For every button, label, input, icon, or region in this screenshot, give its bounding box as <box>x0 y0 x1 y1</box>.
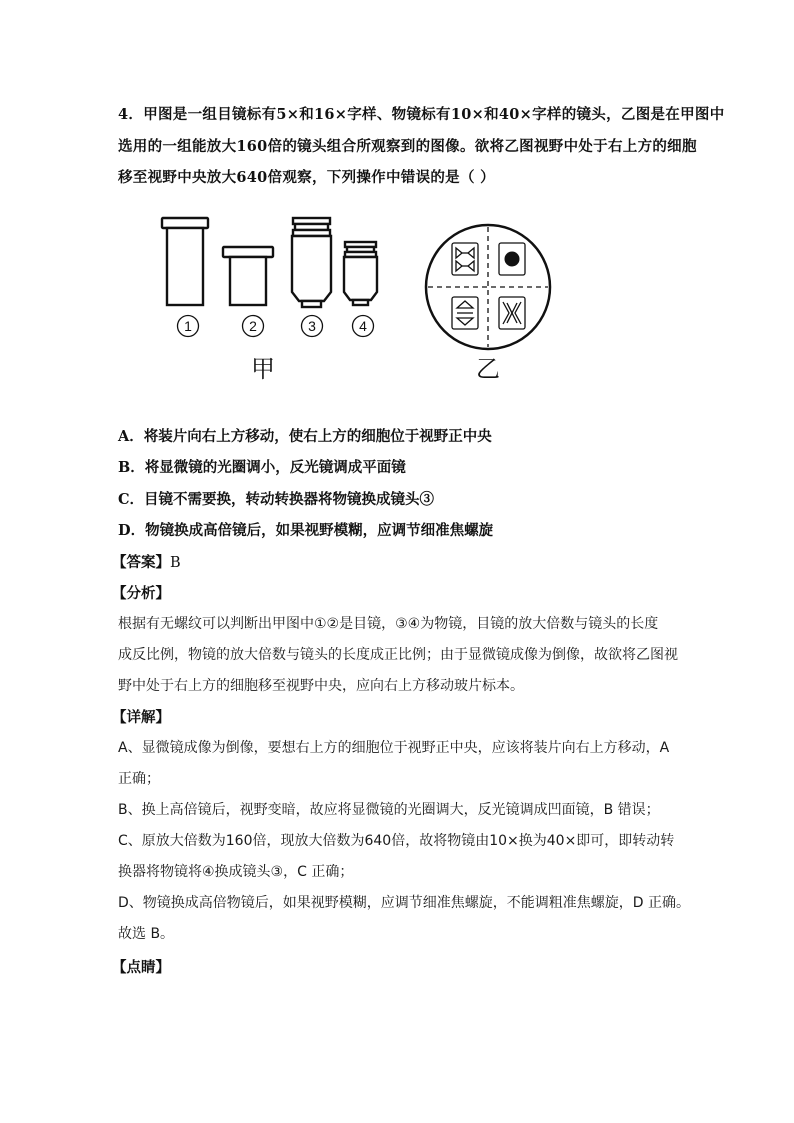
lens-1-eyepiece <box>162 218 208 305</box>
comment-label: 【点睛】 <box>112 959 170 976</box>
lens-label-4 <box>353 316 374 337</box>
detail-line: C、原放大倍数为160倍，现放大倍数为640倍，故将物镜由10×换为40×即可，即转动转 <box>118 833 675 849</box>
detail-line: 正确； <box>118 771 160 787</box>
lens-label-2 <box>243 316 264 337</box>
analysis-line: 根据有无螺纹可以判断出甲图中①②是目镜，③④为物镜，目镜的放大倍数与镜头的长度 <box>118 616 659 632</box>
option-d: D．物镜换成高倍镜后，如果视野模糊，应调节细准焦螺旋 <box>118 522 494 539</box>
lens-figure <box>150 205 570 390</box>
analysis-label: 【分析】 <box>112 585 170 602</box>
answer-row <box>112 551 181 572</box>
lens-4-objective <box>344 242 377 305</box>
svg-text:4: 4 <box>359 318 367 334</box>
lens-2-eyepiece <box>223 247 273 305</box>
detail-line: D、物镜换成高倍物镜后，如果视野模糊，应调节细准焦螺旋，不能调粗准焦螺旋，D 正确。 <box>118 895 691 911</box>
lens-figure-svg <box>150 205 570 390</box>
question-line-1: 4．甲图是一组目镜标有5×和16×字样、物镜标有10×和40×字样的镜头，乙图是在甲图中 <box>118 106 725 123</box>
detail-line: A、显微镜成像为倒像，要想右上方的细胞位于视野正中央，应该将装片向右上方移动，A <box>118 740 670 756</box>
question-line-3: 移至视野中央放大640倍观察，下列操作中错误的是（ ） <box>118 169 495 186</box>
option-c: C．目镜不需要换，转动转换器将物镜换成镜头③ <box>118 491 435 508</box>
svg-text:2: 2 <box>249 318 257 334</box>
lens-label-3 <box>302 316 323 337</box>
field-of-view <box>426 225 550 349</box>
answer-label: 【答案】 <box>112 554 170 571</box>
analysis-line: 成反比例，物镜的放大倍数与镜头的长度成正比例；由于显微镜成像为倒像，故欲将乙图视 <box>118 647 678 663</box>
question-line-2: 选用的一组能放大160倍的镜头组合所观察到的图像。欲将乙图视野中处于右上方的细胞 <box>118 138 697 155</box>
option-b: B．将显微镜的光圈调小，反光镜调成平面镜 <box>118 459 406 476</box>
detail-line: 故选 B。 <box>118 926 175 942</box>
caption-jia: 甲 <box>251 355 275 383</box>
caption-yi: 乙 <box>476 355 500 383</box>
svg-text:1: 1 <box>184 318 192 334</box>
lens-3-objective <box>292 218 331 307</box>
option-a: A．将装片向右上方移动，使右上方的细胞位于视野正中央 <box>118 428 492 445</box>
detail-line: B、换上高倍镜后，视野变暗，故应将显微镜的光圈调大，反光镜调成凹面镜，B 错误； <box>118 802 660 818</box>
detail-label: 【详解】 <box>112 709 170 726</box>
lens-label-1 <box>178 316 199 337</box>
answer-value: B <box>170 555 181 571</box>
analysis-line: 野中处于右上方的细胞移至视野中央，应向右上方移动玻片标本。 <box>118 678 524 694</box>
svg-text:3: 3 <box>308 318 316 334</box>
detail-line: 换器将物镜将④换成镜头③，C 正确； <box>118 864 354 880</box>
